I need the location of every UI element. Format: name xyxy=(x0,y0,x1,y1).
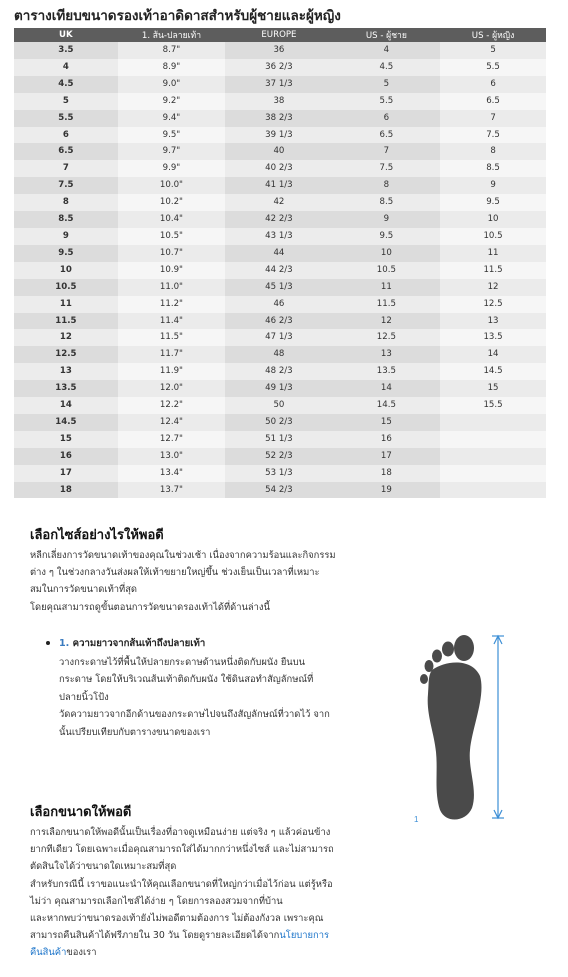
heel-toe-cell: 10.9" xyxy=(118,262,225,279)
heel-toe-cell: 11.7" xyxy=(118,346,225,363)
us-women-size-cell: 9 xyxy=(440,177,546,194)
table-body xyxy=(14,42,546,498)
europe-size-cell: 44 2/3 xyxy=(225,262,332,279)
step-title-text: ความยาวจากส้นเท้าถึงปลายเท้า xyxy=(72,638,206,649)
column-header-us-men: US - ผู้ชาย xyxy=(333,28,440,42)
fit-last-prefix: สามารถคืนสินค้าได้ฟรีภายใน 30 วัน โดยดูรายละเอียดได้จาก xyxy=(30,930,280,942)
fit-line xyxy=(30,944,370,961)
uk-size-cell: 6 xyxy=(14,127,118,144)
column-header-heel-toe: 1. ส้น-ปลายเท้า xyxy=(118,28,225,42)
europe-size-cell: 36 xyxy=(225,42,332,59)
europe-size-cell: 45 1/3 xyxy=(225,279,332,296)
heel-toe-cell: 12.0" xyxy=(118,380,225,397)
step-line: กระดาษ โดยให้บริเวณส้นเท้าติดกับผนัง ใช้ดินสอทำสัญลักษณ์ที่ xyxy=(59,674,314,686)
us-men-size-cell: 11 xyxy=(333,279,440,296)
heel-toe-cell: 9.0" xyxy=(118,76,225,93)
table-row xyxy=(14,279,546,296)
fit-line: ไม่ว่า คุณสามารถเลือกไซส์ได้ง่าย ๆ โดยการลองสวมจากที่บ้าน xyxy=(30,895,283,907)
table-row xyxy=(14,380,546,397)
table-row xyxy=(14,160,546,177)
table-row xyxy=(14,245,546,262)
us-men-size-cell: 14 xyxy=(333,380,440,397)
us-women-size-cell: 12 xyxy=(440,279,546,296)
us-women-size-cell: 15.5 xyxy=(440,397,546,414)
how-to-paragraph xyxy=(30,547,360,616)
table-row xyxy=(14,211,546,228)
uk-size-cell: 10.5 xyxy=(14,279,118,296)
us-men-size-cell: 9.5 xyxy=(333,228,440,245)
us-women-size-cell: 14 xyxy=(440,346,546,363)
heel-toe-cell: 11.2" xyxy=(118,296,225,313)
table-row xyxy=(14,482,546,499)
how-to-line: สมในการวัดขนาดเท้าที่สุด xyxy=(30,584,138,596)
europe-size-cell: 37 1/3 xyxy=(225,76,332,93)
us-men-size-cell: 11.5 xyxy=(333,296,440,313)
europe-size-cell: 46 xyxy=(225,296,332,313)
uk-size-cell: 11 xyxy=(14,296,118,313)
heel-toe-cell: 11.4" xyxy=(118,313,225,330)
column-header-us-women: US - ผู้หญิง xyxy=(440,28,546,42)
europe-size-cell: 36 2/3 xyxy=(225,59,332,76)
us-women-size-cell: 15 xyxy=(440,380,546,397)
us-men-size-cell: 5.5 xyxy=(333,93,440,110)
uk-size-cell: 13.5 xyxy=(14,380,118,397)
return-policy-link-continued[interactable]: คืนสินค้า xyxy=(30,947,67,959)
page-title: ตารางเทียบขนาดรองเท้าอาดิดาสสำหรับผู้ชายและผู้หญิง xyxy=(14,8,341,24)
heel-toe-cell: 8.7" xyxy=(118,42,225,59)
heel-toe-cell: 11.9" xyxy=(118,363,225,380)
europe-size-cell: 39 1/3 xyxy=(225,127,332,144)
diagram-label: 1 xyxy=(414,815,419,824)
us-men-size-cell: 7 xyxy=(333,143,440,160)
table-row xyxy=(14,397,546,414)
column-header-uk: UK xyxy=(14,28,118,42)
us-men-size-cell: 15 xyxy=(333,414,440,431)
step-line: วัดความยาวจากอีกด้านของกระดาษไปจนถึงสัญลักษณ์ที่วาดไว้ จาก xyxy=(59,709,330,721)
table-row xyxy=(14,228,546,245)
europe-size-cell: 51 1/3 xyxy=(225,431,332,448)
europe-size-cell: 47 1/3 xyxy=(225,329,332,346)
uk-size-cell: 16 xyxy=(14,448,118,465)
table-row xyxy=(14,110,546,127)
fit-heading: เลือกขนาดให้พอดี xyxy=(30,805,132,820)
foot-illustration xyxy=(392,632,522,832)
us-women-size-cell: 14.5 xyxy=(440,363,546,380)
us-men-size-cell: 12 xyxy=(333,313,440,330)
us-women-size-cell xyxy=(440,414,546,431)
bullet-dot xyxy=(46,641,50,645)
step-description xyxy=(59,654,359,741)
heel-toe-cell: 9.7" xyxy=(118,143,225,160)
us-men-size-cell: 18 xyxy=(333,465,440,482)
us-men-size-cell: 17 xyxy=(333,448,440,465)
uk-size-cell: 4 xyxy=(14,59,118,76)
uk-size-cell: 12.5 xyxy=(14,346,118,363)
us-women-size-cell: 10 xyxy=(440,211,546,228)
us-women-size-cell xyxy=(440,482,546,499)
uk-size-cell: 18 xyxy=(14,482,118,499)
us-women-size-cell: 9.5 xyxy=(440,194,546,211)
us-men-size-cell: 4 xyxy=(333,42,440,59)
us-men-size-cell: 6 xyxy=(333,110,440,127)
fit-line: และหากพบว่าขนาดรองเท้ายังไม่พอดีตามต้องการ ไม่ต้องกังวล เพราะคุณ xyxy=(30,913,324,925)
uk-size-cell: 7.5 xyxy=(14,177,118,194)
uk-size-cell: 5 xyxy=(14,93,118,110)
step-line: นั้นเปรียบเทียบกับตารางขนาดของเรา xyxy=(59,726,211,738)
fit-paragraph xyxy=(30,824,370,962)
table-row xyxy=(14,59,546,76)
uk-size-cell: 12 xyxy=(14,329,118,346)
table-row xyxy=(14,262,546,279)
table-row xyxy=(14,346,546,363)
us-women-size-cell: 8 xyxy=(440,143,546,160)
fit-line: ตัดสินใจได้ว่าขนาดใดเหมาะสมที่สุด xyxy=(30,861,177,873)
us-women-size-cell: 6 xyxy=(440,76,546,93)
return-policy-link[interactable]: นโยบายการ xyxy=(279,930,329,942)
europe-size-cell: 42 xyxy=(225,194,332,211)
europe-size-cell: 38 2/3 xyxy=(225,110,332,127)
uk-size-cell: 6.5 xyxy=(14,143,118,160)
us-men-size-cell: 7.5 xyxy=(333,160,440,177)
uk-size-cell: 14 xyxy=(14,397,118,414)
us-women-size-cell: 10.5 xyxy=(440,228,546,245)
table-row xyxy=(14,42,546,59)
europe-size-cell: 40 xyxy=(225,143,332,160)
uk-size-cell: 17 xyxy=(14,465,118,482)
heel-toe-cell: 12.4" xyxy=(118,414,225,431)
us-men-size-cell: 12.5 xyxy=(333,329,440,346)
uk-size-cell: 8.5 xyxy=(14,211,118,228)
fit-line xyxy=(30,927,370,944)
table-row xyxy=(14,127,546,144)
us-women-size-cell xyxy=(440,465,546,482)
uk-size-cell: 9.5 xyxy=(14,245,118,262)
fit-line: สำหรับกรณีนี้ เราขอแนะนำให้คุณเลือกขนาดที่ใหญ่กว่าเมื่อไว้ก่อน แต่รู้หรือ xyxy=(30,878,333,890)
table-row xyxy=(14,448,546,465)
table-row xyxy=(14,414,546,431)
table-header-row xyxy=(14,28,546,42)
europe-size-cell: 42 2/3 xyxy=(225,211,332,228)
column-header-europe: EUROPE xyxy=(225,28,332,42)
heel-toe-cell: 10.5" xyxy=(118,228,225,245)
table-row xyxy=(14,296,546,313)
uk-size-cell: 8 xyxy=(14,194,118,211)
heel-toe-cell: 9.5" xyxy=(118,127,225,144)
us-men-size-cell: 9 xyxy=(333,211,440,228)
table-row xyxy=(14,363,546,380)
table-row xyxy=(14,143,546,160)
step-title xyxy=(59,636,205,651)
uk-size-cell: 15 xyxy=(14,431,118,448)
step-number: 1. xyxy=(59,638,70,649)
heel-toe-cell: 9.2" xyxy=(118,93,225,110)
step-line: วางกระดาษไว้ที่พื้นให้ปลายกระดาษด้านหนึ่งติดกับผนัง ยืนบน xyxy=(59,657,306,668)
how-to-line: โดยคุณสามารถดูขั้นตอนการวัดขนาดรองเท้าได้ที่ด้านล่างนี้ xyxy=(30,601,270,613)
europe-size-cell: 41 1/3 xyxy=(225,177,332,194)
us-men-size-cell: 4.5 xyxy=(333,59,440,76)
us-men-size-cell: 8.5 xyxy=(333,194,440,211)
heel-toe-cell: 12.2" xyxy=(118,397,225,414)
table-row xyxy=(14,465,546,482)
europe-size-cell: 43 1/3 xyxy=(225,228,332,245)
uk-size-cell: 9 xyxy=(14,228,118,245)
us-women-size-cell: 13.5 xyxy=(440,329,546,346)
us-women-size-cell: 11 xyxy=(440,245,546,262)
heel-toe-cell: 10.7" xyxy=(118,245,225,262)
foot-measure-diagram xyxy=(392,632,522,832)
us-men-size-cell: 5 xyxy=(333,76,440,93)
uk-size-cell: 5.5 xyxy=(14,110,118,127)
heel-toe-cell: 10.0" xyxy=(118,177,225,194)
heel-toe-cell: 13.0" xyxy=(118,448,225,465)
europe-size-cell: 40 2/3 xyxy=(225,160,332,177)
europe-size-cell: 49 1/3 xyxy=(225,380,332,397)
europe-size-cell: 38 xyxy=(225,93,332,110)
us-men-size-cell: 13 xyxy=(333,346,440,363)
us-men-size-cell: 19 xyxy=(333,482,440,499)
heel-toe-cell: 10.2" xyxy=(118,194,225,211)
uk-size-cell: 7 xyxy=(14,160,118,177)
fit-last-suffix: ของเรา xyxy=(66,947,97,959)
europe-size-cell: 48 xyxy=(225,346,332,363)
europe-size-cell: 46 2/3 xyxy=(225,313,332,330)
europe-size-cell: 54 2/3 xyxy=(225,482,332,499)
us-women-size-cell: 7.5 xyxy=(440,127,546,144)
heel-toe-cell: 13.4" xyxy=(118,465,225,482)
europe-size-cell: 48 2/3 xyxy=(225,363,332,380)
europe-size-cell: 50 xyxy=(225,397,332,414)
europe-size-cell: 53 1/3 xyxy=(225,465,332,482)
size-chart-table xyxy=(14,28,546,498)
us-women-size-cell: 12.5 xyxy=(440,296,546,313)
us-men-size-cell: 13.5 xyxy=(333,363,440,380)
table-row xyxy=(14,76,546,93)
heel-toe-cell: 12.7" xyxy=(118,431,225,448)
us-women-size-cell: 7 xyxy=(440,110,546,127)
foot-shape xyxy=(420,635,481,820)
heel-toe-cell: 8.9" xyxy=(118,59,225,76)
how-to-line: ต่าง ๆ ในช่วงกลางวันส่งผลให้เท้าขยายใหญ่ขึ้น ช่วงเย็นเป็นเวลาที่เหมาะ xyxy=(30,567,320,579)
us-men-size-cell: 14.5 xyxy=(333,397,440,414)
heel-toe-cell: 9.9" xyxy=(118,160,225,177)
us-women-size-cell: 6.5 xyxy=(440,93,546,110)
us-women-size-cell: 8.5 xyxy=(440,160,546,177)
us-men-size-cell: 10 xyxy=(333,245,440,262)
us-women-size-cell: 5 xyxy=(440,42,546,59)
europe-size-cell: 52 2/3 xyxy=(225,448,332,465)
heel-toe-cell: 11.0" xyxy=(118,279,225,296)
europe-size-cell: 50 2/3 xyxy=(225,414,332,431)
table-row xyxy=(14,329,546,346)
heel-toe-cell: 10.4" xyxy=(118,211,225,228)
us-women-size-cell: 11.5 xyxy=(440,262,546,279)
us-women-size-cell: 13 xyxy=(440,313,546,330)
table-row xyxy=(14,177,546,194)
uk-size-cell: 13 xyxy=(14,363,118,380)
uk-size-cell: 4.5 xyxy=(14,76,118,93)
us-women-size-cell xyxy=(440,431,546,448)
how-to-line: หลีกเลี่ยงการวัดขนาดเท้าของคุณในช่วงเช้า เนื่องจากความร้อนและกิจกรรม xyxy=(30,550,336,561)
heel-toe-cell: 11.5" xyxy=(118,329,225,346)
us-women-size-cell: 5.5 xyxy=(440,59,546,76)
us-men-size-cell: 16 xyxy=(333,431,440,448)
heel-toe-cell: 13.7" xyxy=(118,482,225,499)
uk-size-cell: 14.5 xyxy=(14,414,118,431)
us-men-size-cell: 6.5 xyxy=(333,127,440,144)
table-row xyxy=(14,313,546,330)
fit-line: ยากทีเดียว โดยเฉพาะเมื่อคุณสามารถใส่ได้มากกว่าหนึ่งไซส์ และไม่สามารถ xyxy=(30,844,334,856)
us-men-size-cell: 10.5 xyxy=(333,262,440,279)
us-women-size-cell xyxy=(440,448,546,465)
heel-toe-cell: 9.4" xyxy=(118,110,225,127)
uk-size-cell: 11.5 xyxy=(14,313,118,330)
uk-size-cell: 3.5 xyxy=(14,42,118,59)
fit-line: การเลือกขนาดให้พอดีนั้นเป็นเรื่องที่อาจดูเหมือนง่าย แต่จริง ๆ แล้วค่อนข้าง xyxy=(30,827,331,838)
uk-size-cell: 10 xyxy=(14,262,118,279)
step-line: ปลายนิ้วโป้ง xyxy=(59,691,109,703)
how-to-heading: เลือกไซส์อย่างไรให้พอดี xyxy=(30,528,164,543)
table-row xyxy=(14,431,546,448)
us-men-size-cell: 8 xyxy=(333,177,440,194)
europe-size-cell: 44 xyxy=(225,245,332,262)
table-row xyxy=(14,93,546,110)
table-row xyxy=(14,194,546,211)
